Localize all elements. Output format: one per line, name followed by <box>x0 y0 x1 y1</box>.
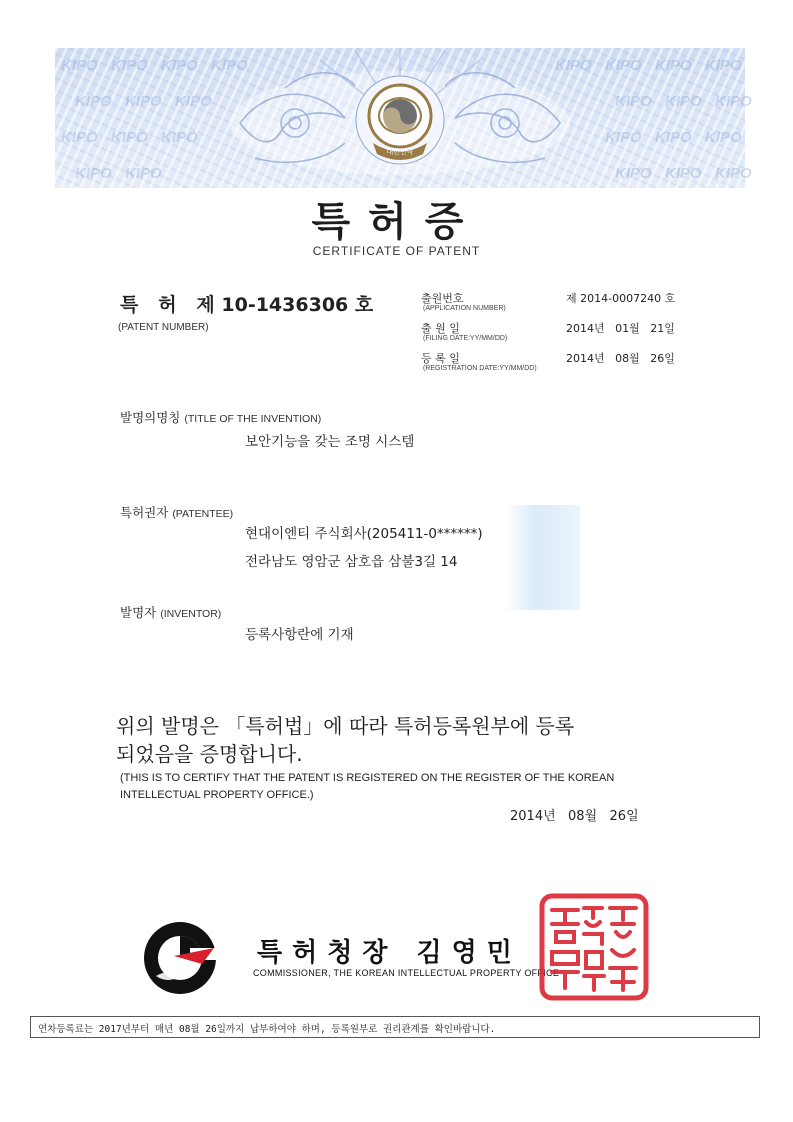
commissioner-title-en: COMMISSIONER, THE KOREAN INTELLECTUAL PROPERTY OFFICE <box>253 968 560 978</box>
watermark-text: KIPO <box>175 93 212 110</box>
inventor-label-en: (INVENTOR) <box>160 608 222 620</box>
watermark-text: KIPO <box>111 129 148 146</box>
security-pattern-banner <box>55 48 752 188</box>
registration-date-label: 등 록 일 <box>421 352 460 365</box>
commissioner-name: 특허청장 김영민 <box>257 938 522 968</box>
watermark-text: KIPO <box>125 93 162 110</box>
watermark-text: KIPO <box>555 57 592 74</box>
patent-number-label: 특 허 제 <box>120 294 215 316</box>
watermark-text: KIPO <box>665 165 702 182</box>
footer-note: 연차등록료는 2017년부터 매년 08월 26일까지 납부하여야 하며, 등록원부로 권리관계를 확인바랍니다. <box>38 1024 496 1035</box>
patentee-address: 전라남도 영암군 삼호읍 삼불3길 14 <box>245 554 458 570</box>
certification-statement-ko <box>116 712 574 768</box>
certificate-title: 특허증 <box>311 199 482 245</box>
kipo-logo-icon <box>140 918 220 998</box>
inventor-heading <box>120 603 221 621</box>
patentee-name: 현대이엔티 주식회사(205411-0******) <box>245 526 483 542</box>
watermark-text: KIPO <box>61 129 98 146</box>
patentee-label-en: (PATENTEE) <box>172 508 234 520</box>
application-number-label: 출원번호 <box>421 292 464 305</box>
watermark-text: KIPO <box>75 93 112 110</box>
certification-line-1: 위의 발명은 「특허법」에 따라 특허등록원부에 등록 <box>116 714 575 738</box>
invention-title-label-en: (TITLE OF THE INVENTION) <box>184 413 322 425</box>
issue-date: 2014년 08월 26일 <box>510 809 639 824</box>
patent-number-value: 10-1436306 호 <box>221 294 374 316</box>
inventor-label: 발명자 <box>120 605 157 620</box>
watermark-text: KIPO <box>665 93 702 110</box>
watermark-text: KIPO <box>605 129 642 146</box>
registration-date-value: 2014년 08월 26일 <box>566 352 675 365</box>
certification-statement-en <box>120 770 614 804</box>
filing-date-label: 출 원 일 <box>421 322 460 335</box>
certification-line-2: 되었음을 증명합니다. <box>116 742 303 766</box>
watermark-text: KIPO <box>705 129 742 146</box>
patentee-heading <box>120 503 233 521</box>
banner-pattern <box>55 48 752 188</box>
certification-en-line-2: INTELLECTUAL PROPERTY OFFICE.) <box>120 789 314 801</box>
watermark-text: KIPO <box>211 57 248 74</box>
emblem-text: 대한민국 <box>386 148 414 156</box>
invention-title-heading <box>120 408 321 426</box>
scan-light-streak <box>505 505 580 610</box>
application-number-value: 제 2014-0007240 호 <box>566 292 676 305</box>
invention-title-label: 발명의명칭 <box>120 410 181 425</box>
certification-en-line-1: (THIS IS TO CERTIFY THAT THE PATENT IS REGISTERED ON THE REGISTER OF THE KOREAN <box>120 772 615 784</box>
invention-title-value: 보안기능을 갖는 조명 시스템 <box>245 434 415 450</box>
watermark-text: KIPO <box>161 129 198 146</box>
watermark-text: KIPO <box>715 165 752 182</box>
watermark-text: KIPO <box>125 165 162 182</box>
inventor-value: 등록사항란에 기재 <box>245 627 354 643</box>
watermark-text: KIPO <box>715 93 752 110</box>
watermark-text: KIPO <box>161 57 198 74</box>
patent-number-en: (PATENT NUMBER) <box>118 322 209 333</box>
filing-date-value: 2014년 01월 21일 <box>566 322 675 335</box>
registration-date-label-en: (REGISTRATION DATE:YY/MM/DD) <box>423 365 537 372</box>
watermark-text: KIPO <box>615 165 652 182</box>
watermark-text: KIPO <box>655 129 692 146</box>
watermark-text: KIPO <box>61 57 98 74</box>
watermark-text: KIPO <box>705 57 742 74</box>
national-emblem <box>356 76 444 164</box>
watermark-text: KIPO <box>111 57 148 74</box>
certificate-subtitle: CERTIFICATE OF PATENT <box>312 244 481 258</box>
patentee-label: 특허권자 <box>120 505 169 520</box>
watermark-text: KIPO <box>615 93 652 110</box>
patent-number <box>120 290 373 317</box>
application-number-label-en: (APPLICATION NUMBER) <box>423 305 506 312</box>
watermark-text: KIPO <box>75 165 112 182</box>
official-seal-icon <box>538 892 650 1002</box>
watermark-text: KIPO <box>605 57 642 74</box>
watermark-text: KIPO <box>655 57 692 74</box>
filing-date-label-en: (FILING DATE:YY/MM/DD) <box>423 335 508 342</box>
